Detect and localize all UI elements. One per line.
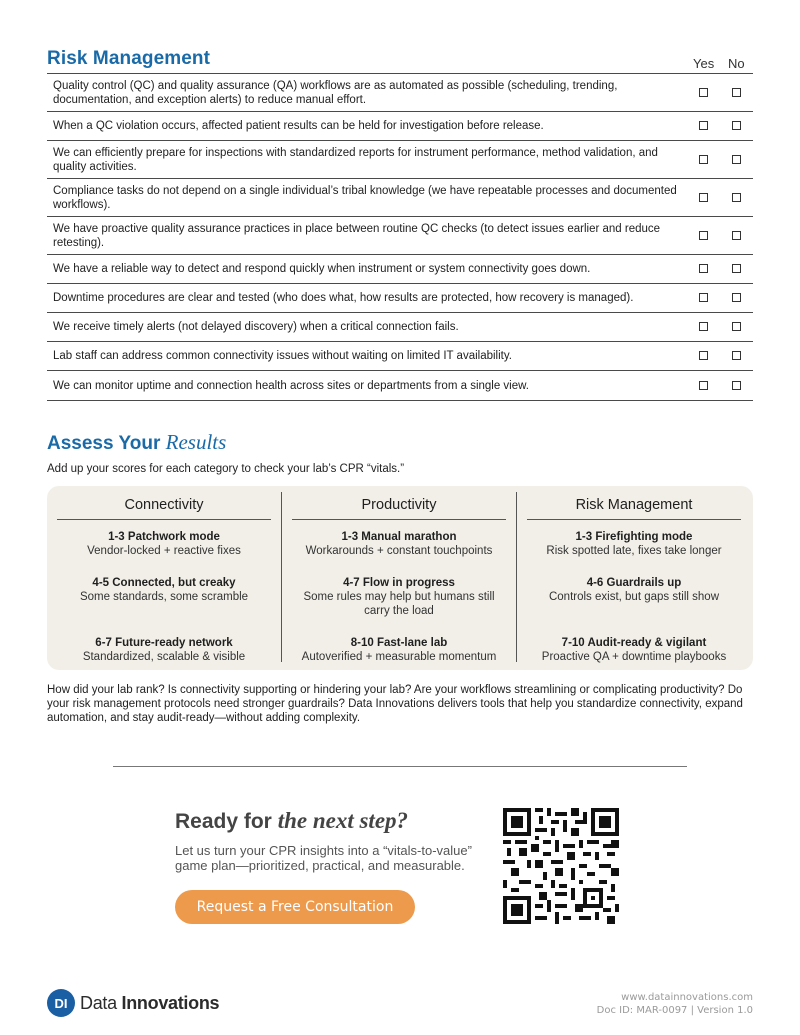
checklist-row: [47, 313, 753, 342]
score-tier: [292, 576, 506, 618]
section-divider: [113, 766, 687, 767]
productivity-column: [292, 492, 506, 662]
checklist-item-text: We can efficiently prepare for inspections with standardized reports for instrument performance, method validation, and quality activities.: [53, 146, 658, 173]
tier-name: 4-5 Connected, but creaky: [92, 577, 236, 589]
request-consultation-button[interactable]: Request a Free Consultation: [175, 890, 415, 924]
cta-title-italic: the next step?: [277, 808, 409, 833]
checklist-row: [47, 179, 753, 217]
checklist-row: [47, 74, 753, 112]
tier-name: 1-3 Patchwork mode: [108, 531, 220, 543]
score-tier: [527, 636, 741, 664]
yes-checkbox[interactable]: [699, 351, 708, 360]
logo-mark: DI: [47, 989, 75, 1017]
score-panel: [47, 486, 753, 670]
tier-description: Autoverified + measurable momentum: [301, 651, 497, 663]
no-checkbox[interactable]: [732, 121, 741, 130]
cta-title-plain: Ready for: [175, 810, 272, 833]
risk-management-title: Risk Management: [47, 48, 211, 69]
score-tier: [57, 530, 271, 558]
yes-checkbox[interactable]: [699, 381, 708, 390]
no-checkbox[interactable]: [732, 231, 741, 240]
tier-name: 6-7 Future-ready network: [95, 637, 233, 649]
assess-results-title: [47, 430, 226, 455]
checklist-row: [47, 141, 753, 179]
yes-checkbox[interactable]: [699, 121, 708, 130]
yes-column-header: Yes: [693, 56, 715, 71]
risk-management-column: [527, 492, 741, 662]
checklist-item-text: Compliance tasks do not depend on a single individual’s tribal knowledge (we have repeatable processes and documented workflows).: [53, 184, 677, 211]
tier-description: Vendor-locked + reactive fixes: [87, 545, 241, 557]
checklist-item-text: We can monitor uptime and connection health across sites or departments from a single view.: [53, 379, 529, 392]
column-heading: Productivity: [292, 492, 506, 520]
logo-wordmark: [80, 993, 219, 1014]
yes-checkbox[interactable]: [699, 231, 708, 240]
yes-checkbox[interactable]: [699, 322, 708, 331]
tier-name: 7-10 Audit-ready & vigilant: [561, 637, 707, 649]
checklist-item-text: We have a reliable way to detect and respond quickly when instrument or system connectivity goes down.: [53, 263, 591, 275]
data-innovations-logo: [47, 989, 219, 1017]
footer: [597, 991, 753, 1017]
checklist-item-text: Lab staff can address common connectivity issues without waiting on limited IT availability.: [53, 350, 512, 362]
assess-intro: Add up your scores for each category to check your lab’s CPR “vitals.”: [47, 463, 405, 475]
no-checkbox[interactable]: [732, 193, 741, 202]
assess-title-plain: Assess Your: [47, 433, 161, 454]
no-checkbox[interactable]: [732, 293, 741, 302]
no-checkbox[interactable]: [732, 88, 741, 97]
tier-description: Controls exist, but gaps still show: [548, 591, 720, 603]
no-column-header: No: [728, 56, 745, 71]
assess-title-italic: Results: [165, 430, 227, 454]
tier-description: Risk spotted late, fixes take longer: [546, 545, 722, 557]
logo-word-light: Data: [80, 992, 122, 1013]
footer-url[interactable]: www.datainnovations.com: [621, 992, 753, 1003]
checklist-item-text: Quality control (QC) and quality assurance (QA) workflows are as automated as possible (scheduling, trending, documentation, and exception alerts) to reduce manual effort.: [53, 79, 618, 106]
tier-name: 1-3 Manual marathon: [341, 531, 457, 543]
tier-description: Proactive QA + downtime playbooks: [541, 651, 727, 663]
score-tier: [527, 576, 741, 604]
checklist-item-text: Downtime procedures are clear and tested (who does what, how results are protected, how recovery is managed).: [53, 292, 634, 304]
no-checkbox[interactable]: [732, 381, 741, 390]
tier-description: Workarounds + constant touchpoints: [305, 545, 493, 557]
checklist-row: [47, 112, 753, 141]
checklist-item-text: We receive timely alerts (not delayed discovery) when a critical connection fails.: [53, 321, 459, 333]
checklist-row: [47, 255, 753, 284]
no-checkbox[interactable]: [732, 155, 741, 164]
checklist-item-text: When a QC violation occurs, affected patient results can be held for investigation before release.: [53, 120, 544, 132]
score-tier: [57, 576, 271, 604]
checklist-row: [47, 284, 753, 313]
score-tier: [527, 530, 741, 558]
column-divider: [281, 492, 282, 662]
connectivity-column: [57, 492, 271, 662]
cta-title: [175, 808, 408, 834]
column-heading: Risk Management: [527, 492, 741, 520]
qr-code-icon[interactable]: [503, 808, 619, 924]
tier-name: 4-7 Flow in progress: [343, 577, 455, 589]
yes-checkbox[interactable]: [699, 193, 708, 202]
checklist-row: [47, 342, 753, 371]
tier-description: Some rules may help but humans still carry the load: [303, 591, 495, 617]
no-checkbox[interactable]: [732, 322, 741, 331]
risk-checklist: [47, 73, 753, 401]
tier-name: 1-3 Firefighting mode: [575, 531, 693, 543]
no-checkbox[interactable]: [732, 351, 741, 360]
yes-checkbox[interactable]: [699, 155, 708, 164]
checklist-item-text: We have proactive quality assurance practices in place between routine QC checks (to detect issues earlier and reduce retesting).: [53, 222, 661, 249]
score-tier: [292, 530, 506, 558]
column-divider: [516, 492, 517, 662]
yes-checkbox[interactable]: [699, 88, 708, 97]
score-tier: [292, 636, 506, 664]
cta-body: Let us turn your CPR insights into a “vitals-to-value” game plan—prioritized, practical, and measurable.: [175, 843, 472, 873]
tier-name: 8-10 Fast-lane lab: [350, 637, 448, 649]
footer-doc-id: Doc ID: MAR-0097 | Version 1.0: [596, 1005, 753, 1016]
closing-paragraph: How did your lab rank? Is connectivity supporting or hindering your lab? Are your workflows streamlining or complicating productivity? Do your risk management protocols need stronger guardrails? Data Innovations delivers tools that help you standardize connectivity, expand automation, and stay audit-ready—without adding complexity.: [47, 684, 743, 724]
tier-name: 4-6 Guardrails up: [586, 577, 682, 589]
checklist-row: [47, 217, 753, 255]
column-heading: Connectivity: [57, 492, 271, 520]
checklist-row: [47, 371, 753, 401]
tier-description: Some standards, some scramble: [79, 591, 249, 603]
logo-word-bold: Innovations: [121, 992, 220, 1013]
no-checkbox[interactable]: [732, 264, 741, 273]
tier-description: Standardized, scalable & visible: [82, 651, 246, 663]
yes-checkbox[interactable]: [699, 293, 708, 302]
yes-checkbox[interactable]: [699, 264, 708, 273]
score-tier: [57, 636, 271, 664]
